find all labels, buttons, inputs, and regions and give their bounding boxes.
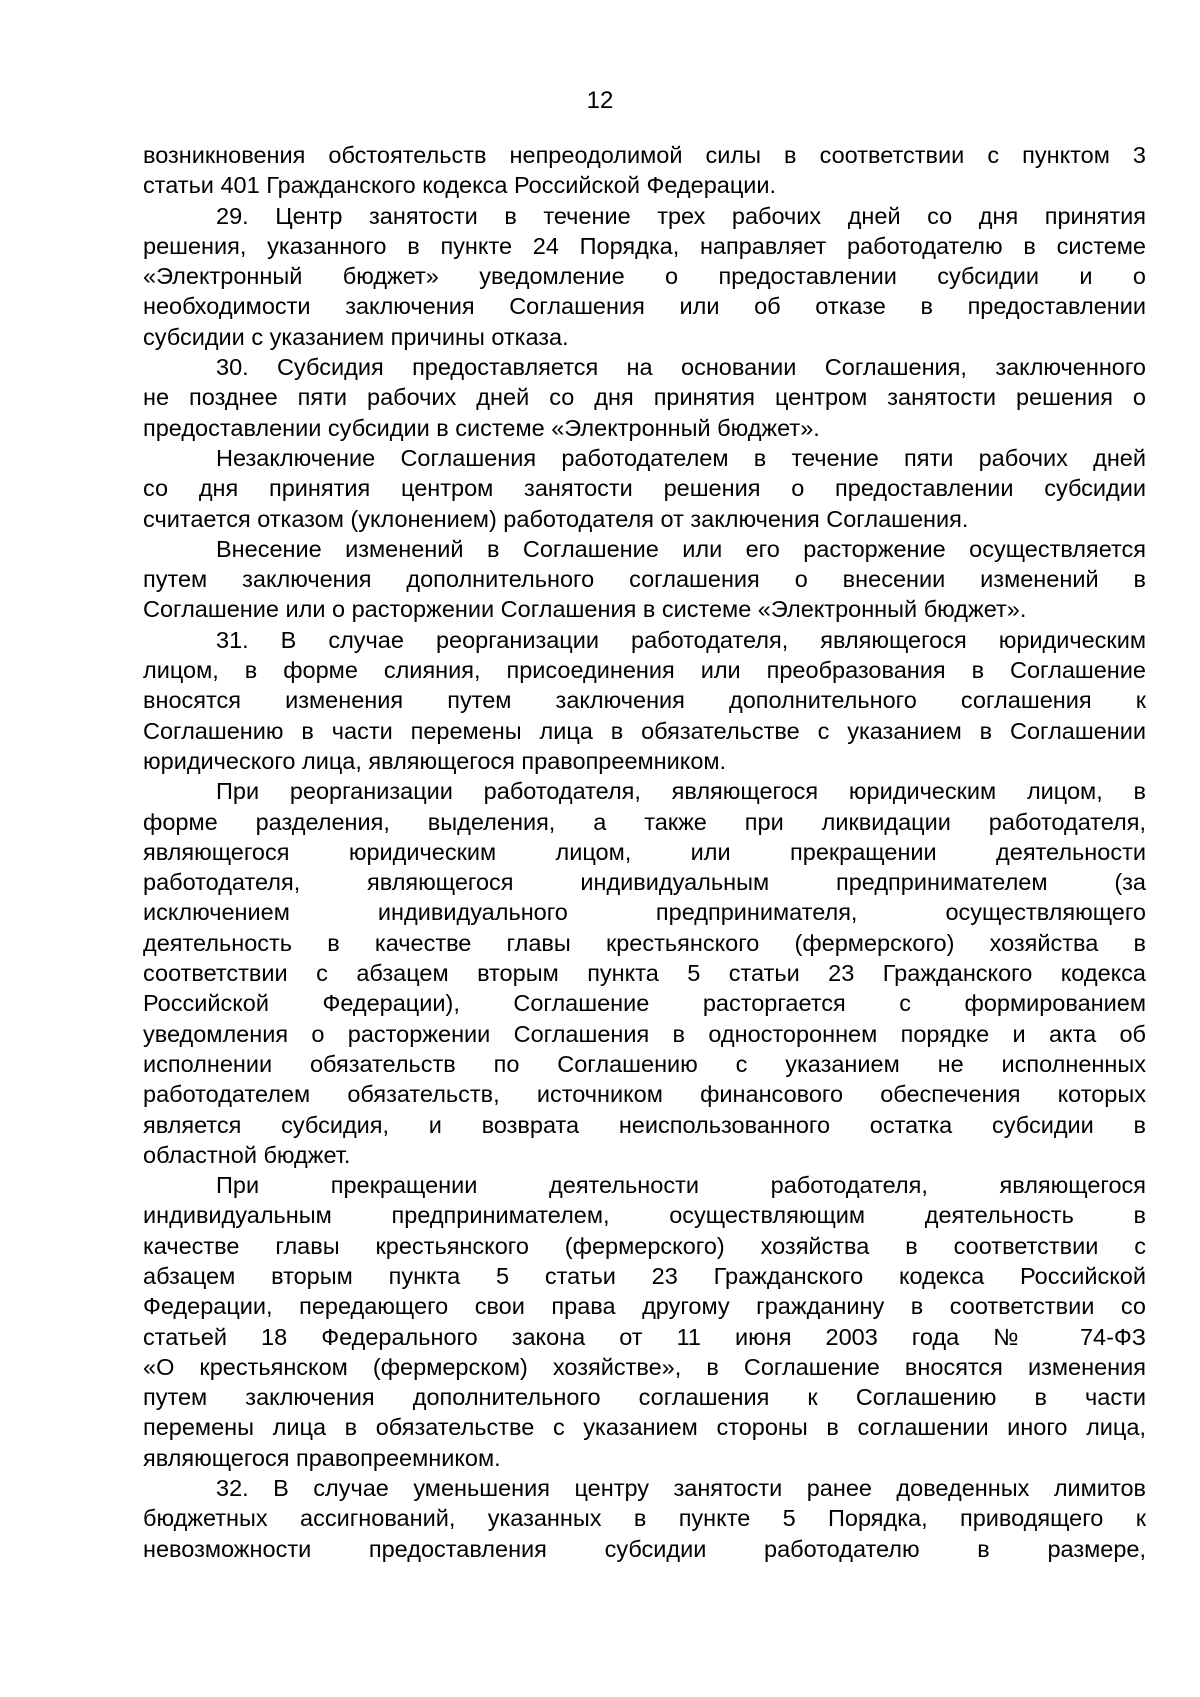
text-line: возникновения обстоятельств непреодолимой силы в соответствии с пунктом 3 <box>143 142 1146 168</box>
text-line: статьей 18 Федерального закона от 11 июня 2003 года № 74-ФЗ <box>143 1323 1146 1350</box>
text-line: перемены лица в обязательстве с указанием стороны в соглашении иного лица, <box>143 1414 1146 1441</box>
text-line: предоставлении субсидии в системе «Электронный бюджет». <box>143 414 820 441</box>
text-line: являющегося правопреемником. <box>143 1444 501 1471</box>
text-line: статьи 401 Гражданского кодекса Российской Федерации. <box>143 172 777 199</box>
page-number: 12 <box>586 87 614 114</box>
text-line: бюджетных ассигнований, указанных в пункте 5 Порядка, приводящего к <box>143 1505 1146 1532</box>
text-line: исполнении обязательств по Соглашению с указанием не исполненных <box>143 1050 1146 1077</box>
text-line: путем заключения дополнительного соглашения к Соглашению в части <box>143 1384 1146 1411</box>
text-line: соответствии с абзацем вторым пункта 5 статьи 23 Гражданского кодекса <box>143 960 1146 987</box>
text-line: «Электронный бюджет» уведомление о предоставлении субсидии и о <box>143 263 1146 290</box>
text-line: деятельность в качестве главы крестьянского (фермерского) хозяйства в <box>143 929 1146 956</box>
text-line: со дня принятия центром занятости решения о предоставлении субсидии <box>143 475 1146 502</box>
text-line: необходимости заключения Соглашения или об отказе в предоставлении <box>143 293 1146 320</box>
text-line: Внесение изменений в Соглашение или его расторжение осуществляется <box>216 535 1146 562</box>
text-line: индивидуальным предпринимателем, осуществляющим деятельность в <box>143 1202 1146 1229</box>
text-line: лицом, в форме слияния, присоединения или преобразования в Соглашение <box>143 657 1146 684</box>
text-line: является субсидия, и возврата неиспользованного остатка субсидии в <box>143 1111 1146 1138</box>
text-line: 29. Центр занятости в течение трех рабочих дней со дня принятия <box>216 202 1146 229</box>
text-line: считается отказом (уклонением) работодателя от заключения Соглашения. <box>143 505 969 532</box>
text-line: являющегося юридическим лицом, или прекращении деятельности <box>143 838 1146 865</box>
text-line: абзацем вторым пункта 5 статьи 23 Гражданского кодекса Российской <box>143 1262 1146 1289</box>
document-body <box>143 140 1146 1564</box>
text-line: Незаключение Соглашения работодателем в течение пяти рабочих дней <box>216 444 1146 471</box>
text-line: решения, указанного в пункте 24 Порядка, направляет работодателю в системе <box>143 232 1146 259</box>
text-line: уведомления о расторжении Соглашения в одностороннем порядке и акта об <box>143 1020 1146 1047</box>
text-line: Соглашение или о расторжении Соглашения в системе «Электронный бюджет». <box>143 596 1027 623</box>
text-line: При реорганизации работодателя, являющегося юридическим лицом, в <box>216 778 1146 805</box>
text-line: 32. В случае уменьшения центру занятости ранее доведенных лимитов <box>216 1475 1146 1502</box>
text-line: субсидии с указанием причины отказа. <box>143 323 569 350</box>
text-line: «О крестьянском (фермерском) хозяйстве», в Соглашение вносятся изменения <box>143 1353 1146 1380</box>
text-line: форме разделения, выделения, а также при ликвидации работодателя, <box>143 808 1146 835</box>
text-line: не позднее пяти рабочих дней со дня принятия центром занятости решения о <box>143 384 1146 411</box>
text-line: Соглашению в части перемены лица в обязательстве с указанием в Соглашении <box>143 717 1146 744</box>
text-line: работодателем обязательств, источником финансового обеспечения которых <box>143 1081 1146 1108</box>
text-line: 30. Субсидия предоставляется на основании Соглашения, заключенного <box>216 354 1146 381</box>
text-line: вносятся изменения путем заключения дополнительного соглашения к <box>143 687 1146 714</box>
text-line: Федерации, передающего свои права другому гражданину в соответствии со <box>143 1293 1146 1320</box>
text-line: невозможности предоставления субсидии работодателю в размере, <box>143 1535 1146 1562</box>
text-line: При прекращении деятельности работодателя, являющегося <box>216 1172 1146 1199</box>
text-line: исключением индивидуального предпринимателя, осуществляющего <box>143 899 1146 926</box>
text-line: Российской Федерации), Соглашение расторгается с формированием <box>143 990 1146 1017</box>
text-line: работодателя, являющегося индивидуальным предпринимателем (за <box>143 869 1146 896</box>
text-line: путем заключения дополнительного соглашения о внесении изменений в <box>143 566 1146 593</box>
text-line: 31. В случае реорганизации работодателя, являющегося юридическим <box>216 626 1146 653</box>
text-line: юридического лица, являющегося правопреемником. <box>143 747 727 774</box>
text-line: областной бюджет. <box>143 1141 351 1168</box>
text-line: качестве главы крестьянского (фермерского) хозяйства в соответствии с <box>143 1232 1146 1259</box>
